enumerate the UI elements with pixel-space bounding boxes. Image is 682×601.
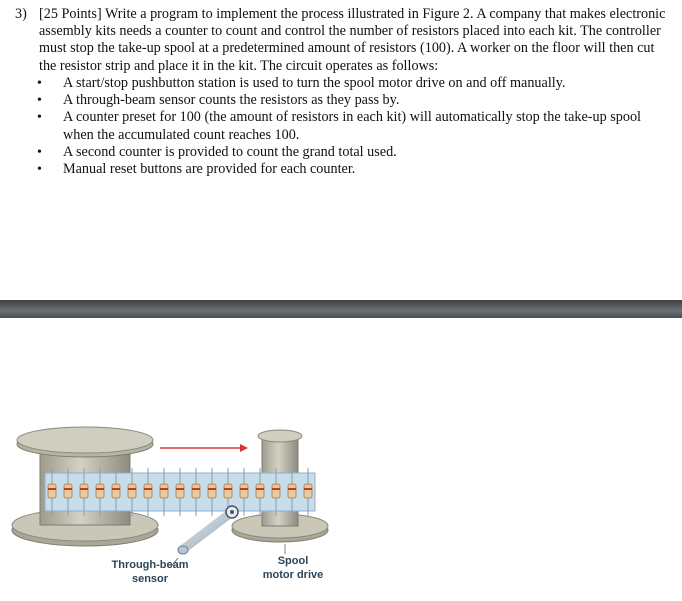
sensor-lens-center: [230, 510, 234, 514]
bullet-text: Manual reset buttons are provided for each counter.: [63, 161, 356, 178]
motor-label-line1: Spool: [277, 555, 309, 567]
bullet-icon: •: [37, 144, 42, 160]
bullet-icon: •: [37, 110, 42, 126]
resistor-bands: [48, 488, 312, 490]
spool-illustration: [0, 318, 682, 596]
bullet-icon: •: [37, 93, 42, 109]
bullet-text: A counter preset for 100 (the amount of resistors in each kit) will automatically stop the take-up spool when the accumulated count reaches 100.: [63, 109, 641, 143]
through-beam-sensor-label: [100, 558, 200, 586]
list-item: [15, 144, 675, 161]
motor-label-line2: motor drive: [262, 569, 324, 581]
through-beam-sensor-rod: [182, 512, 232, 550]
list-item: [15, 161, 675, 178]
bullet-text: A through-beam sensor counts the resistors as they pass by.: [63, 92, 400, 109]
list-item: [15, 92, 675, 109]
figure-divider-bar: [0, 300, 682, 318]
figure-2: [0, 318, 682, 596]
bullet-icon: •: [37, 76, 42, 91]
bullet-text: A second counter is provided to count the grand total used.: [63, 143, 397, 160]
question-text: [25 Points] Write a program to implement the process illustrated in Figure 2. A company that makes electronic assembly kits needs a counter to count and control the number of resistors placed into each kit. The controller must stop the take-up spool at a predetermined amount of resistors (100). A worker on the floor will then cut the resistor strip and place it in the kit. The circuit operates as follows:: [39, 6, 666, 74]
sensor-label-line1: Through-beam: [111, 559, 189, 571]
sensor-label-line2: sensor: [131, 573, 169, 585]
bullet-icon: •: [37, 162, 42, 178]
spool-motor-drive-label: [250, 554, 336, 582]
list-item: [15, 75, 675, 92]
direction-arrow-head: [240, 444, 248, 452]
sensor-rod-end: [178, 546, 188, 554]
bullet-text: A start/stop pushbutton station is used to turn the spool motor drive on and off manually.: [63, 75, 566, 91]
right-spool-top: [258, 430, 302, 442]
list-item: [15, 109, 675, 143]
left-spool-top: [17, 427, 153, 453]
question-number: 3): [15, 6, 27, 22]
bullet-list: [15, 75, 675, 178]
resistors: [48, 484, 312, 498]
